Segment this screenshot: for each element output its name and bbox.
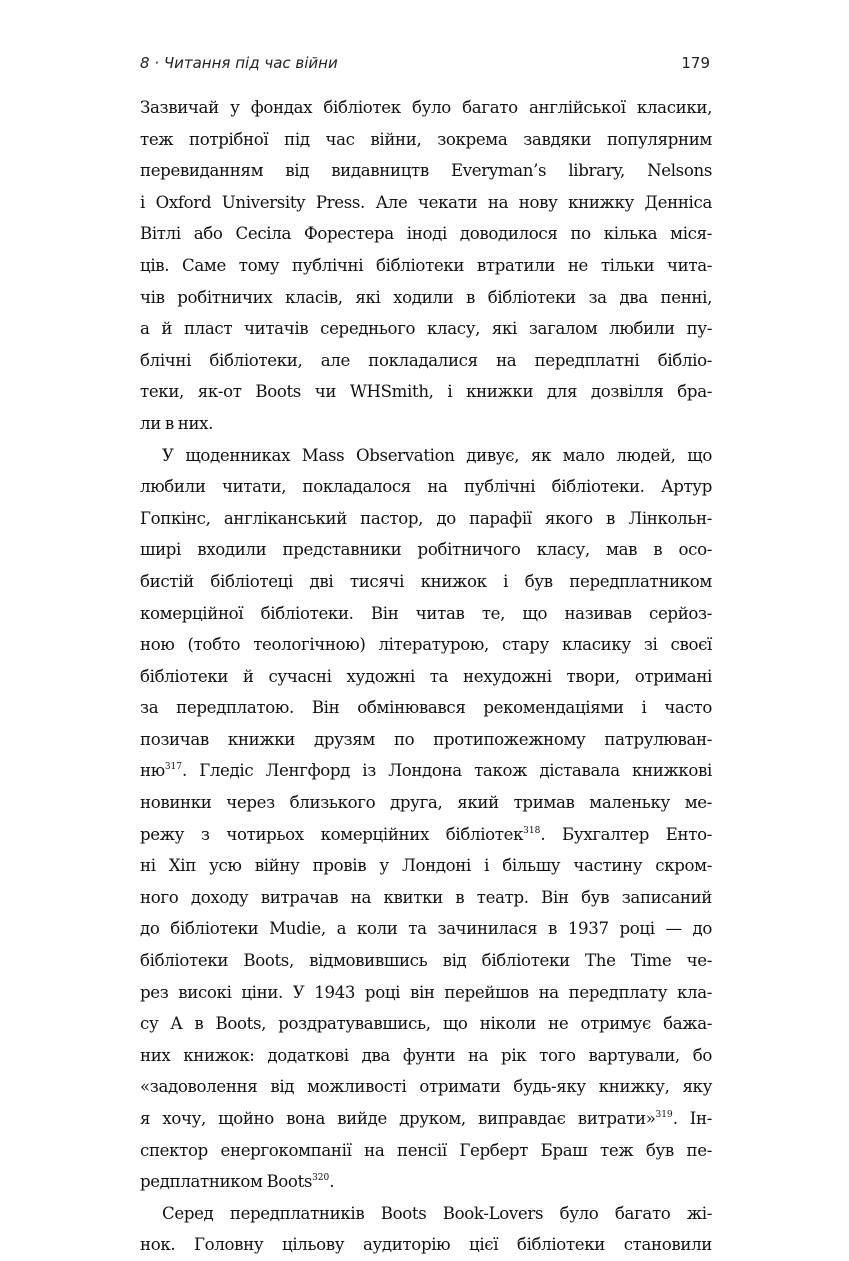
paragraph-1: [140, 92, 712, 440]
text-fragment: . Гледіс Ленгфорд із Лондона також діставала книжкові: [182, 761, 712, 781]
text-line: У щоденниках Mass Observation дивує, як мало людей, що: [162, 445, 712, 465]
text-line-with-footnote: [140, 819, 712, 851]
text-line: а й пласт читачів середнього класу, які загалом любили пу-: [140, 319, 712, 339]
text-line: рез високі ціни. У 1943 році він перейшов на передплату кла-: [140, 982, 712, 1002]
text-fragment: . Ін-: [672, 1109, 712, 1128]
text-line: до бібліотеки Mudie, а коли та зачинилася в 1937 році — до: [140, 919, 712, 939]
body-text: [140, 92, 712, 1261]
text-line-with-footnote: [140, 755, 712, 787]
text-line: комерційної бібліотеки. Він читав те, що називав серйоз-: [140, 603, 712, 623]
text-line: Гопкінс, англіканський пастор, до парафії якого в Лінкольн-: [140, 508, 712, 528]
text-fragment: режу з чотирьох комерційних бібліотек: [140, 824, 524, 844]
paragraph-2: [140, 440, 712, 1198]
text-line-with-footnote: [140, 1166, 712, 1198]
text-fragment: ню: [140, 761, 165, 781]
text-line-split: ців. Саме тому публічні бібліотеки втратили не тільки чита-: [140, 255, 712, 275]
text-line: ного доходу витрачав на квитки в театр. Він був записаний: [140, 887, 712, 907]
text-line: спектор енергокомпанії на пенсії Герберт Браш теж був пе-: [140, 1140, 712, 1160]
running-head-chapter: 8 · Читання під час війни: [140, 54, 338, 72]
text-line: су A в Boots, роздратувавшись, що ніколи не отримує бажа-: [140, 1014, 712, 1034]
text-line: нок. Головну цільову аудиторію цієї бібліотеки становили: [140, 1235, 712, 1255]
text-line: теки, як-от Boots чи WHSmith, і книжки для дозвілля бра-: [140, 382, 712, 402]
text-line: ною (тобто теологічною) літературою, стару класику зі своєї: [140, 635, 712, 655]
text-fragment: . Бухгалтер Енто-: [540, 824, 712, 844]
footnote-ref-317: 317: [164, 762, 182, 773]
text-line: них книжок: додаткові два фунти на рік того вартували, бо: [140, 1045, 712, 1065]
text-line: чів робітничих класів, які ходили в бібліотеки за два пенні,: [140, 287, 712, 307]
text-line: ширі входили представники робітничого класу, мав в осо-: [140, 540, 712, 560]
text-line: новинки через близького друга, який тримав маленьку ме-: [140, 793, 712, 813]
text-line: теж потрібної під час війни, зокрема завдяки популярним: [140, 129, 712, 149]
text-line: Вітлі або Сесіла Форестера іноді доводилося по кілька міся-: [140, 224, 712, 244]
paragraph-3: [140, 1198, 712, 1261]
text-line: Серед передплатників Boots Book-Lovers було багато жі-: [162, 1203, 712, 1223]
footnote-ref-319: 319: [655, 1110, 673, 1120]
text-fragment: редплатником Boots: [140, 1172, 313, 1192]
text-fragment: я хочу, щойно вона вийде друком, виправдає витрати»: [140, 1109, 656, 1128]
text-line: бібліотеки й сучасні художні та нехудожні твори, отримані: [140, 666, 712, 686]
text-line: блічні бібліотеки, але покладалися на передплатні бібліо-: [140, 350, 712, 370]
text-line: за передплатою. Він обмінювався рекомендаціями і часто: [140, 698, 712, 718]
text-line: бібліотеки Boots, відмовившись від бібліотеки The Time че-: [140, 951, 712, 971]
text-line: ли в них.: [140, 413, 214, 433]
footnote-ref-318: 318: [523, 825, 541, 836]
text-line: «задоволення від можливості отримати будь-яку книжку, яку: [140, 1077, 712, 1097]
text-line: позичав книжки друзям по протипожежному патрулюван-: [140, 729, 712, 749]
text-line: ні Хіп усю війну провів у Лондоні і більшу частину скром-: [140, 856, 712, 876]
text-line: перевиданням від видавництв Everyman’s library, Nelsons: [140, 161, 712, 181]
text-line: любили читати, покладалося на публічні бібліотеки. Артур: [140, 477, 712, 497]
page-number: 179: [681, 54, 710, 72]
text-fragment: .: [329, 1172, 335, 1192]
text-line: Зазвичай у фондах бібліотек було багато англійської класики,: [140, 98, 712, 117]
text-line-with-footnote: [140, 1103, 712, 1135]
footnote-ref-320: 320: [312, 1173, 330, 1184]
text-line: бистій бібліотеці дві тисячі книжок і був передплатником: [140, 571, 712, 591]
text-line: і Oxford University Press. Але чекати на нову книжку Денніса: [140, 192, 712, 212]
